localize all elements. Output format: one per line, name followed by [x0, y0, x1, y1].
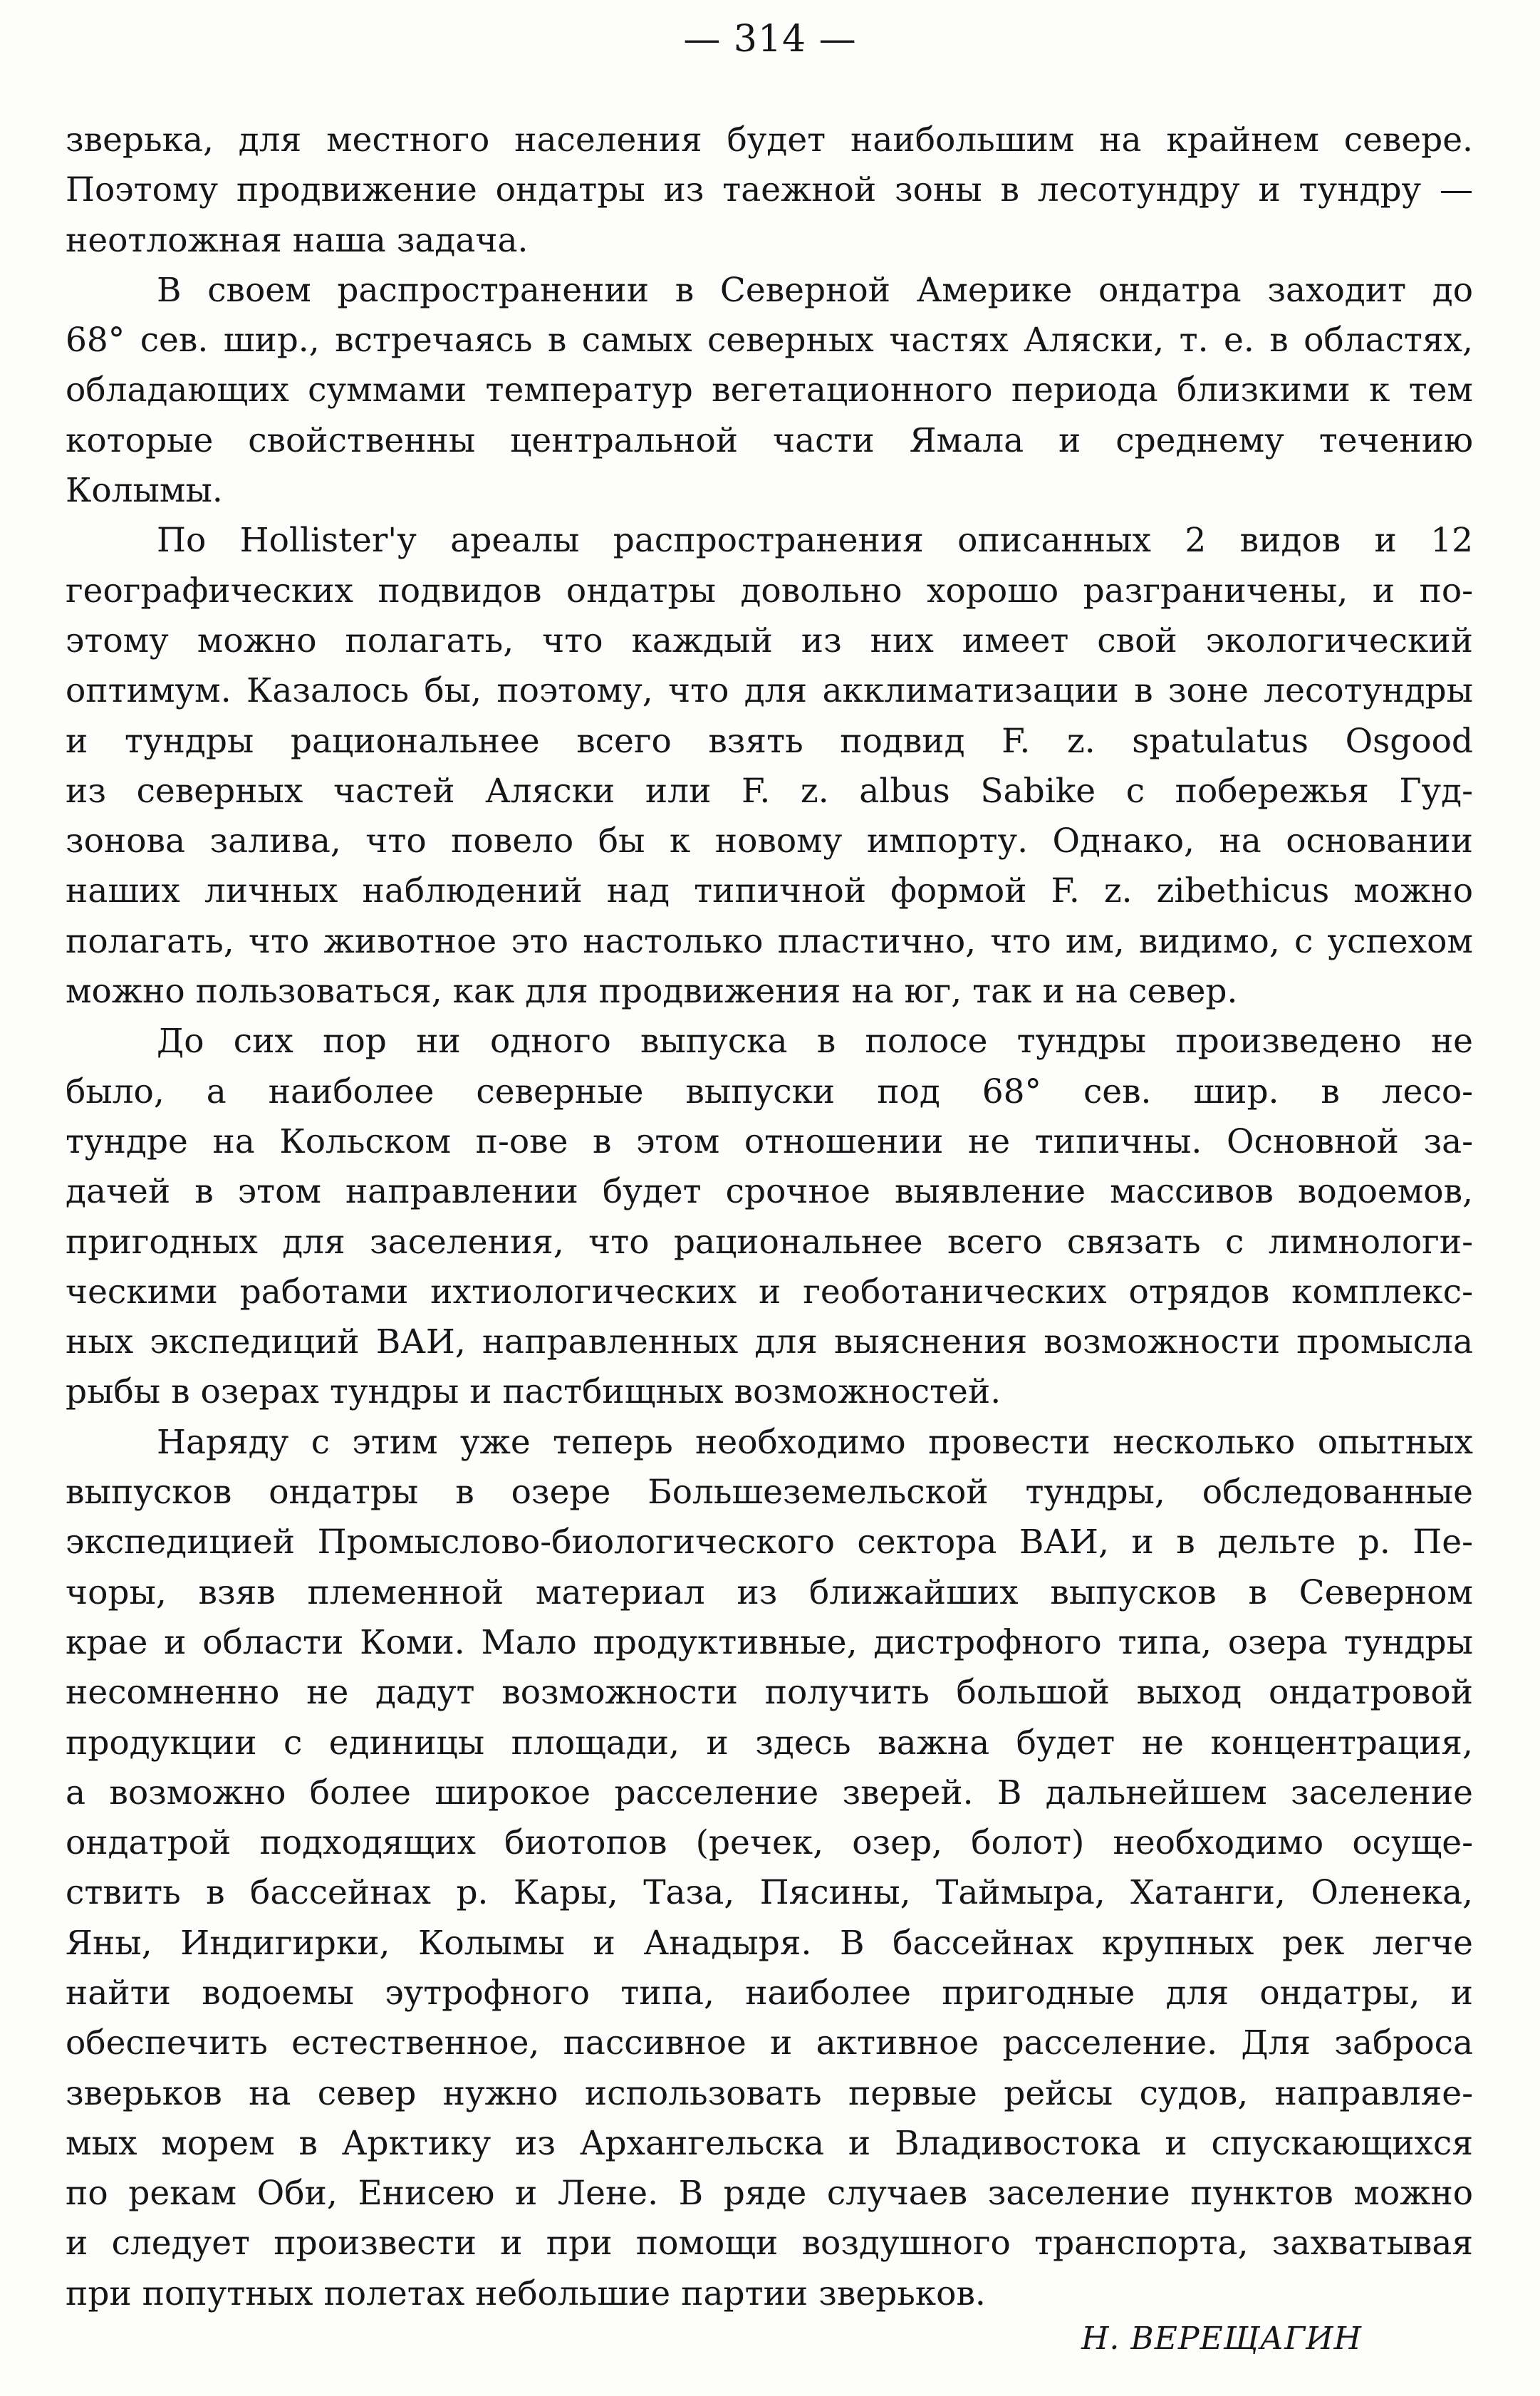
paragraph	[66, 516, 1473, 1017]
text-line: По Hollister'у ареалы распространения описанных 2 видов и 12	[157, 521, 1473, 561]
text-line: зонова залива, что повело бы к новому импорту. Однако, на основании	[66, 821, 1473, 861]
body-text	[66, 115, 1473, 2319]
text-line: В своем распространении в Северной Америке ондатра заходит до	[157, 270, 1473, 310]
paragraph	[66, 266, 1473, 516]
text-line: зверьков на север нужно использовать первые рейсы судов, направляе-	[66, 2073, 1473, 2113]
text-line: мых морем в Арктику из Архангельска и Владивостока и спускающихся	[66, 2123, 1473, 2163]
text-line: ствить в бассейнах р. Кары, Таза, Пясины, Таймыра, Хатанги, Оленека,	[66, 1873, 1473, 1913]
text-line: по рекам Оби, Енисею и Лене. В ряде случаев заселение пунктов можно	[66, 2174, 1473, 2214]
text-line: тундре на Кольском п-ове в этом отношении не типичны. Основной за-	[66, 1121, 1473, 1161]
text-line: и следует произвести и при помощи воздушного транспорта, захватывая	[66, 2224, 1473, 2263]
page-number: — 314 —	[683, 18, 857, 61]
text-line: чоры, взяв племенной материал из ближайших выпусков в Северном	[66, 1572, 1473, 1612]
text-line: пригодных для заселения, что рациональнее всего связать с лимнологи-	[66, 1222, 1473, 1262]
text-line: До сих пор ни одного выпуска в полосе тундры произведено не	[157, 1022, 1473, 1062]
text-line: Поэтому продвижение ондатры из таежной зоны в лесотундру и тундру —	[66, 170, 1473, 210]
text-line: из северных частей Аляски или F. z. albus Sabike с побережья Гуд-	[66, 771, 1473, 811]
text-line: которые свойственны центральной части Ямала и среднему течению	[66, 420, 1473, 460]
text-line: оптимум. Казалось бы, поэтому, что для акклиматизации в зоне лесотундры	[66, 671, 1473, 711]
text-line: несомненно не дадут возможности получить большой выход ондатровой	[66, 1673, 1473, 1713]
text-line: Колымы.	[66, 471, 223, 511]
text-line: Наряду с этим уже теперь необходимо провести несколько опытных	[157, 1422, 1473, 1462]
text-line: 68° сев. шир., встречаясь в самых северных частях Аляски, т. е. в областях,	[66, 321, 1473, 361]
text-line: обладающих суммами температур вегетационного периода близкими к тем	[66, 370, 1473, 410]
text-line: наших личных наблюдений над типичной формой F. z. zibethicus можно	[66, 871, 1473, 911]
text-line: выпусков ондатры в озере Большеземельской тундры, обследованные	[66, 1473, 1473, 1513]
text-line: а возможно более широкое расселение зверей. В дальнейшем заселение	[66, 1773, 1473, 1812]
text-line: экспедицией Промыслово-биологического сектора ВАИ, и в дельте р. Пе-	[66, 1523, 1473, 1562]
text-line: неотложная наша задача.	[66, 220, 529, 260]
text-line: полагать, что животное это настолько пластично, что им, видимо, с успехом	[66, 921, 1473, 961]
text-line: ных экспедиций ВАИ, направленных для выяснения возможности промысла	[66, 1322, 1473, 1362]
text-line: рыбы в озерах тундры и пастбищных возможностей.	[66, 1372, 1001, 1412]
text-line: этому можно полагать, что каждый из них имеет свой экологический	[66, 621, 1473, 660]
text-line: найти водоемы эутрофного типа, наиболее пригодные для ондатры, и	[66, 1973, 1473, 2013]
text-line: ондатрой подходящих биотопов (речек, озер, болот) необходимо осуще-	[66, 1823, 1473, 1863]
text-line: Яны, Индигирки, Колымы и Анадыря. В бассейнах крупных рек легче	[66, 1923, 1473, 1963]
paragraph	[66, 1418, 1473, 2319]
text-line: крае и области Коми. Мало продуктивные, дистрофного типа, озера тундры	[66, 1622, 1473, 1662]
text-line: ческими работами ихтиологических и геоботанических отрядов комплекс-	[66, 1272, 1473, 1312]
text-line: дачей в этом направлении будет срочное выявление массивов водоемов,	[66, 1172, 1473, 1212]
paragraph	[66, 115, 1473, 266]
text-line: и тундры рациональнее всего взять подвид F. z. spatulatus Osgood	[66, 721, 1473, 761]
author-signature: Н. ВЕРЕЩАГИН	[1081, 2320, 1362, 2357]
text-line: можно пользоваться, как для продвижения на юг, так и на север.	[66, 972, 1238, 1012]
text-line: географических подвидов ондатры довольно хорошо разграничены, и по-	[66, 571, 1473, 611]
text-line: обеспечить естественное, пассивное и активное расселение. Для заброса	[66, 2023, 1473, 2063]
text-line: продукции с единицы площади, и здесь важна будет не концентрация,	[66, 1723, 1473, 1763]
text-line: зверька, для местного населения будет наибольшим на крайнем севере.	[66, 120, 1473, 160]
text-line: при попутных полетах небольшие партии зверьков.	[66, 2273, 986, 2313]
paragraph	[66, 1017, 1473, 1417]
text-line: было, а наиболее северные выпуски под 68° сев. шир. в лесо-	[66, 1072, 1473, 1111]
